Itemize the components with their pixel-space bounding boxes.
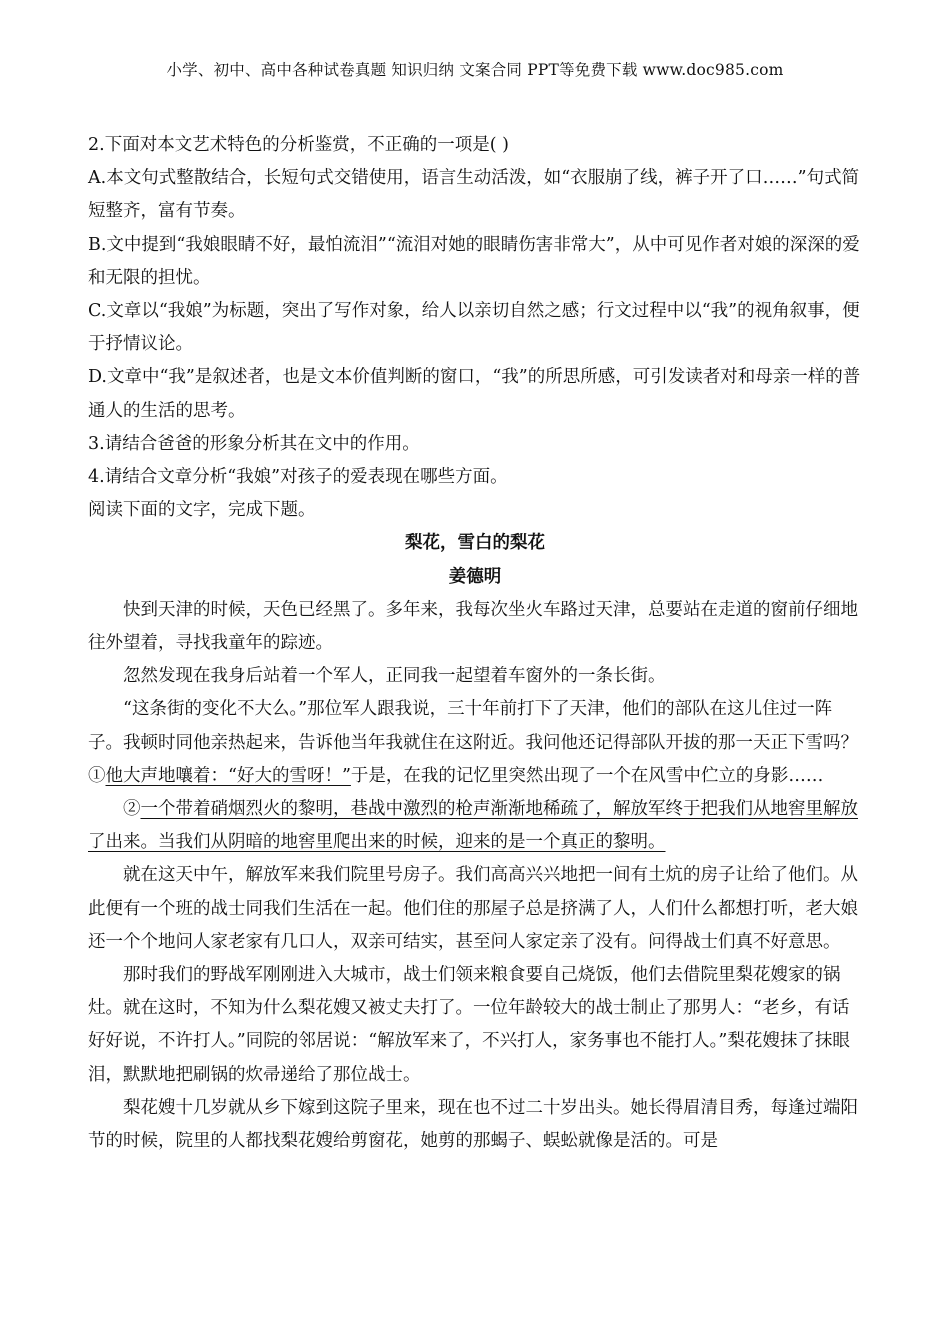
article-paragraph-5: 就在这天中午，解放军来我们院里号房子。我们高高兴兴地把一间有土炕的房子让给了他们。从此便有一个班的战士同我们生活在一起。他们住的那屋子总是挤满了人，人们什么都想打听，老大娘还一个个地问人家老家有几口人，双亲可结实，甚至问人家定亲了没有。问得战士们真不好意思。 (88, 865, 858, 952)
question-2-option-d: D.文章中“我”是叙述者，也是文本价值判断的窗口，“我”的所思所感，可引发读者对和母亲一样的普通人的生活的思考。 (88, 367, 861, 421)
article-paragraph-2: 忽然发现在我身后站着一个军人，正同我一起望着车窗外的一条长街。 (123, 666, 666, 687)
question-3: 3.请结合爸爸的形象分析其在文中的作用。 (88, 433, 420, 454)
reading-instruction: 阅读下面的文字，完成下题。 (88, 500, 316, 521)
paragraph-3-text-a: “这条街的变化不大么。”那位军人跟我说，三十年前打下了天津，他们的部队在这儿住过一阵子。我顿时同他亲热起来，告诉他当年我就住在这附近。我问他还记得部队开拔的那一天正下雪吗？① (88, 699, 858, 786)
question-2-option-c: C.文章以“我娘”为标题，突出了写作对象，给人以亲切自然之感；行文过程中以“我”的视角叙事，便于抒情议论。 (88, 301, 860, 355)
paragraph-3-text-b: 于是，在我的记忆里突然出现了一个在风雪中伫立的身影…… (350, 765, 824, 786)
question-2-option-b: B.文中提到“我娘眼睛不好，最怕流泪”“流泪对她的眼睛伤害非常大”，从中可见作者对娘的深深的爱和无限的担忧。 (88, 234, 860, 288)
article-title: 梨花，雪白的梨花 (405, 533, 545, 554)
article-paragraph-4 (88, 793, 862, 859)
article-author: 姜德明 (448, 566, 502, 587)
underlined-sentence-2: 一个带着硝烟烈火的黎明，巷战中激烈的枪声渐渐地稀疏了，解放军终于把我们从地窖里解放了出来。当我们从阴暗的地窖里爬出来的时候，迎来的是一个真正的黎明。 (88, 799, 858, 853)
document-body (88, 129, 862, 1158)
article-paragraph-1: 快到天津的时候，天色已经黑了。多年来，我每次坐火车路过天津，总要站在走道的窗前仔细地往外望着，寻找我童年的踪迹。 (88, 599, 858, 654)
article-paragraph-6: 那时我们的野战军刚刚进入大城市，战士们领来粮食要自己烧饭，他们去借院里梨花嫂家的锅灶。就在这时，不知为什么梨花嫂又被丈夫打了。一位年龄较大的战士制止了那男人：“老乡，有话好好说，不许打人。”同院的邻居说：“解放军来了，不兴打人，家务事也不能打人。”梨花嫂抹了抹眼泪，默默地把刷锅的炊帚递给了那位战士。 (88, 965, 850, 1085)
underlined-sentence-1: 他大声地嚷着：“好大的雪呀！” (105, 765, 351, 786)
question-2-option-a: A.本文句式整散结合，长短句式交错使用，语言生动活泼，如“衣服崩了线，裤子开了口……”句式简短整齐，富有节奏。 (88, 168, 860, 222)
question-2-stem: 2.下面对本文艺术特色的分析鉴赏，不正确的一项是( ) (88, 135, 509, 155)
article-paragraph-7: 梨花嫂十几岁就从乡下嫁到这院子里来，现在也不过二十岁出头。她长得眉清目秀，每逢过端阳节的时候，院里的人都找梨花嫂给剪窗花，她剪的那蝎子、蜈蚣就像是活的。可是 (88, 1097, 858, 1152)
circled-number-2: ② (123, 799, 141, 820)
page-header: 小学、初中、高中各种试卷真题 知识归纳 文案合同 PPT等免费下载 www.doc985.com (166, 61, 784, 79)
article-paragraph-3 (88, 693, 862, 793)
question-4: 4.请结合文章分析“我娘”对孩子的爱表现在哪些方面。 (88, 467, 508, 488)
